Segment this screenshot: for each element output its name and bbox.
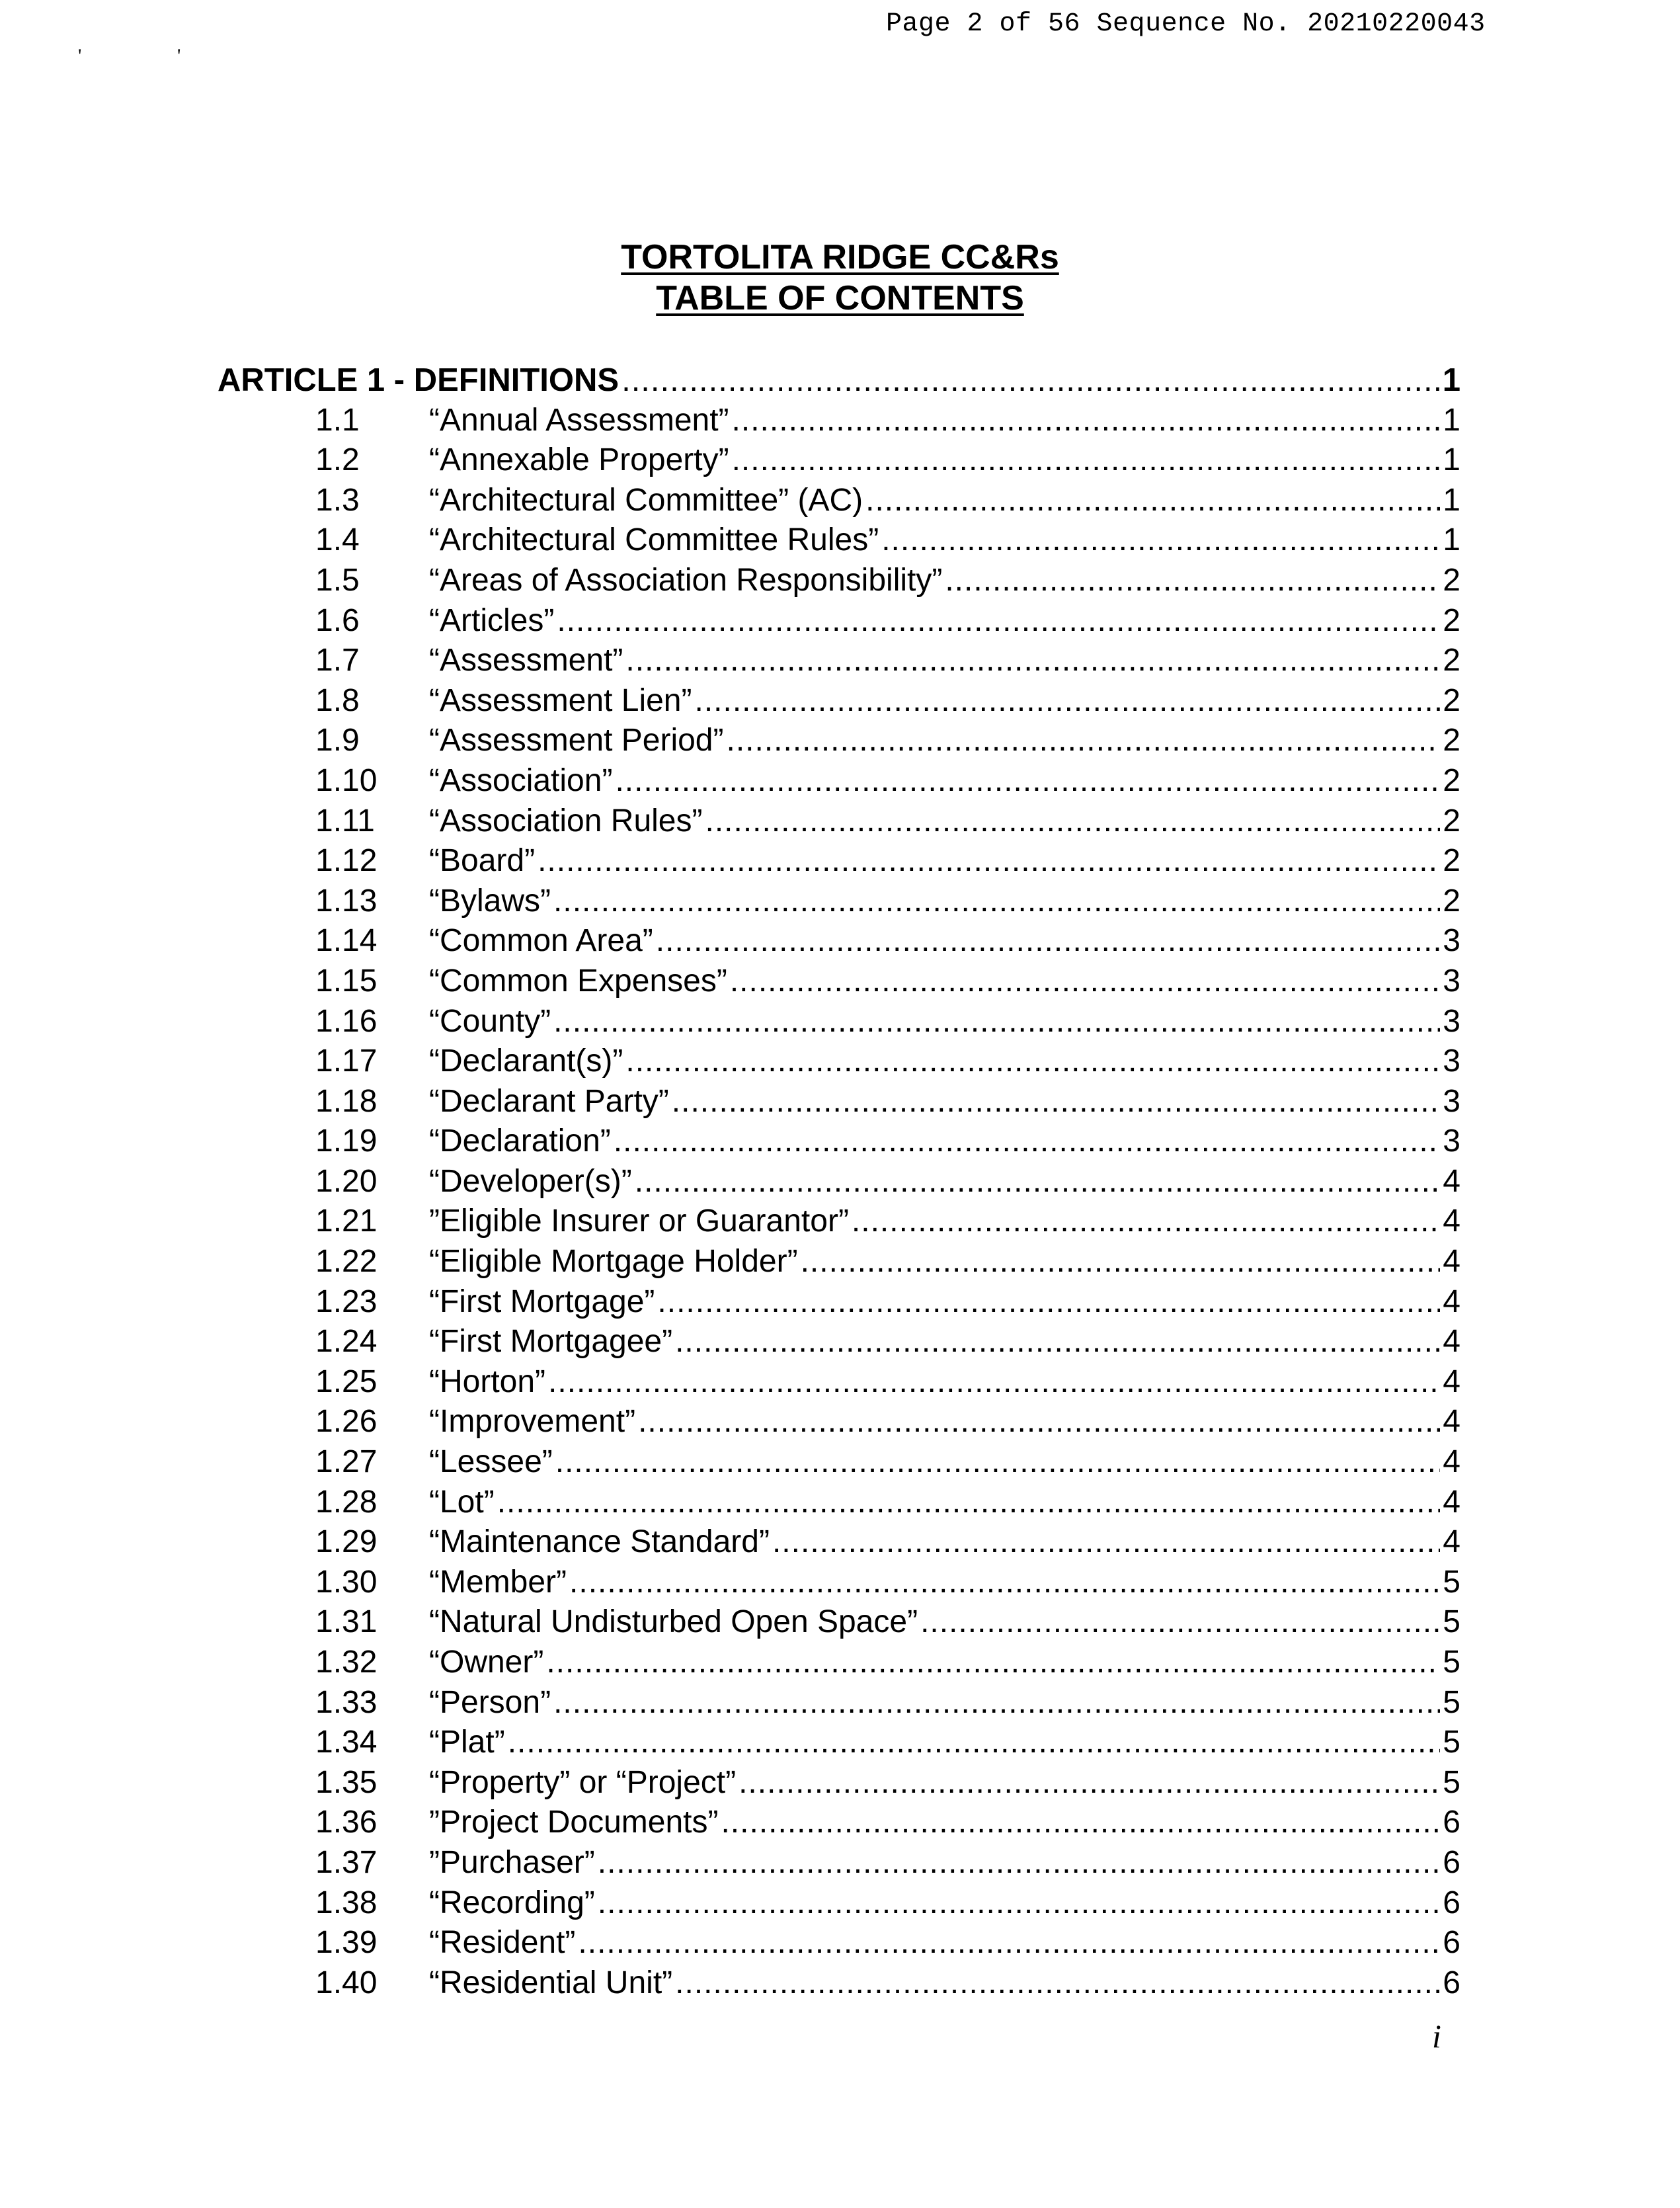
entry-page: 2 <box>1443 803 1460 838</box>
dot-leader <box>625 1043 1440 1079</box>
dot-leader <box>598 1885 1441 1921</box>
toc-entry-row <box>218 722 1460 762</box>
entry-number: 1.28 <box>315 1484 378 1520</box>
entry-number: 1.1 <box>315 402 360 438</box>
entry-page: 2 <box>1443 682 1460 718</box>
toc-entry-row <box>218 1885 1460 1925</box>
entry-page: 3 <box>1443 1003 1460 1039</box>
dot-leader <box>508 1724 1441 1760</box>
toc-entry-row <box>218 1003 1460 1043</box>
entry-label: “Areas of Association Responsibility” <box>429 562 943 598</box>
dot-leader <box>546 1644 1440 1680</box>
dot-leader <box>739 1764 1440 1801</box>
dot-leader <box>705 803 1440 839</box>
entry-number: 1.23 <box>315 1284 378 1319</box>
entry-label: “Plat” <box>429 1725 505 1760</box>
entry-page: 5 <box>1443 1604 1460 1640</box>
dot-leader <box>852 1203 1440 1239</box>
toc-entry-row <box>218 1323 1460 1364</box>
toc-entry-row <box>218 1083 1460 1124</box>
entry-number: 1.13 <box>315 883 378 919</box>
entry-number: 1.36 <box>315 1805 378 1840</box>
entry-page: 4 <box>1443 1404 1460 1440</box>
entry-page: 6 <box>1443 1805 1460 1840</box>
entry-page: 3 <box>1443 923 1460 959</box>
entry-number: 1.3 <box>315 482 360 518</box>
entry-number: 1.6 <box>315 602 360 638</box>
toc-entry-row <box>218 1724 1460 1764</box>
entry-page: 5 <box>1443 1725 1460 1760</box>
toc-entry-row <box>218 1604 1460 1644</box>
entry-number: 1.38 <box>315 1885 378 1920</box>
entry-number: 1.16 <box>315 1003 378 1039</box>
toc-entry-row <box>218 602 1460 643</box>
entry-label: “Eligible Mortgage Holder” <box>429 1244 798 1280</box>
toc-entry-row <box>218 963 1460 1003</box>
entry-number: 1.24 <box>315 1324 378 1360</box>
dot-leader <box>732 442 1441 478</box>
dot-leader <box>801 1243 1441 1280</box>
entry-page: 4 <box>1443 1484 1460 1520</box>
entry-label: “Association” <box>429 762 613 798</box>
dot-leader <box>538 842 1440 879</box>
entry-page: 2 <box>1443 562 1460 598</box>
entry-label: “Board” <box>429 843 536 879</box>
toc-entry-row <box>218 762 1460 803</box>
entry-label: “Articles” <box>429 602 555 638</box>
dot-leader <box>557 602 1440 639</box>
entry-label: ”Project Documents” <box>429 1805 719 1840</box>
entry-label: “Common Area” <box>429 923 653 959</box>
toc-entry-row <box>218 922 1460 963</box>
entry-page: 5 <box>1443 1564 1460 1600</box>
entry-number: 1.12 <box>315 843 378 879</box>
speck-mark: ' <box>177 45 181 67</box>
entry-label: “First Mortgagee” <box>429 1324 673 1360</box>
page-number: i <box>1432 2018 1441 2055</box>
toc-entry-row <box>218 1524 1460 1564</box>
entry-page: 2 <box>1443 762 1460 798</box>
dot-leader <box>945 562 1440 598</box>
entry-label: “Residential Unit” <box>429 1965 673 2000</box>
recording-stamp: Page 2 of 56 Sequence No. 20210220043 <box>886 9 1486 39</box>
entry-page: 2 <box>1443 602 1460 638</box>
toc-entry-row <box>218 1403 1460 1444</box>
dot-leader <box>625 642 1440 678</box>
entry-page: 4 <box>1443 1524 1460 1560</box>
entry-number: 1.15 <box>315 963 378 999</box>
dot-leader <box>614 1123 1441 1159</box>
dot-leader <box>553 883 1440 919</box>
entry-label: “Architectural Committee Rules” <box>429 522 879 558</box>
toc-entry-row <box>218 442 1460 482</box>
entry-number: 1.5 <box>315 562 360 598</box>
entry-number: 1.26 <box>315 1404 378 1440</box>
toc-entry-row <box>218 1924 1460 1965</box>
entry-number: 1.11 <box>315 803 375 838</box>
entry-number: 1.35 <box>315 1764 378 1800</box>
entry-page: 4 <box>1443 1444 1460 1480</box>
entry-page: 2 <box>1443 843 1460 879</box>
dot-leader <box>672 1083 1441 1120</box>
entry-page: 5 <box>1443 1684 1460 1720</box>
toc-entry-row <box>218 1644 1460 1684</box>
dot-leader <box>772 1524 1440 1560</box>
entry-label: “Natural Undisturbed Open Space” <box>429 1604 918 1640</box>
article-page: 1 <box>1442 362 1460 398</box>
entry-label: “Maintenance Standard” <box>429 1524 770 1560</box>
dot-leader <box>598 1844 1441 1881</box>
dot-leader <box>615 762 1440 799</box>
toc-entry-row <box>218 522 1460 562</box>
dot-leader <box>656 922 1441 959</box>
toc-entry-row <box>218 1444 1460 1484</box>
toc-entry-row <box>218 402 1460 442</box>
entry-label: “Developer(s)” <box>429 1163 632 1199</box>
entry-label: ”Purchaser” <box>429 1844 595 1880</box>
toc-entry-row <box>218 1043 1460 1083</box>
entry-label: “Declarant Party” <box>429 1083 669 1119</box>
entry-number: 1.30 <box>315 1564 378 1600</box>
entry-label: “Property” or “Project” <box>429 1764 737 1800</box>
entry-label: “Assessment Lien” <box>429 682 692 718</box>
entry-label: “Common Expenses” <box>429 963 727 999</box>
entry-page: 4 <box>1443 1244 1460 1280</box>
entry-number: 1.10 <box>315 762 378 798</box>
dot-leader <box>553 1003 1440 1040</box>
toc-entry-row <box>218 1243 1460 1284</box>
entry-page: 5 <box>1443 1764 1460 1800</box>
entry-number: 1.37 <box>315 1844 378 1880</box>
entry-label: “Person” <box>429 1684 551 1720</box>
toc-entry-row <box>218 1163 1460 1204</box>
dot-leader <box>726 722 1440 758</box>
entry-label: “Improvement” <box>429 1404 636 1440</box>
entry-page: 4 <box>1443 1364 1460 1399</box>
toc-entry-row <box>218 562 1460 602</box>
toc-entry-row <box>218 1804 1460 1844</box>
entry-page: 6 <box>1443 1925 1460 1961</box>
toc-entry-row <box>218 1284 1460 1324</box>
entry-page: 6 <box>1443 1844 1460 1880</box>
dot-leader <box>721 1804 1440 1840</box>
entry-label: “Declarant(s)” <box>429 1043 623 1079</box>
title-line-1: TORTOLITA RIDGE CC&Rs <box>621 238 1059 276</box>
table-of-contents <box>218 362 1460 2004</box>
toc-entry-row <box>218 1364 1460 1404</box>
toc-entry-row <box>218 482 1460 522</box>
entry-label: “Lessee” <box>429 1444 553 1480</box>
toc-entry-row <box>218 883 1460 923</box>
entry-label: “Annexable Property” <box>429 442 729 478</box>
entry-page: 5 <box>1443 1645 1460 1680</box>
toc-entry-row <box>218 1684 1460 1725</box>
entry-page: 4 <box>1443 1284 1460 1319</box>
toc-entry-row <box>218 1844 1460 1885</box>
entry-number: 1.21 <box>315 1204 378 1239</box>
toc-entry-row <box>218 1764 1460 1805</box>
entry-number: 1.17 <box>315 1043 378 1079</box>
entry-number: 1.25 <box>315 1364 378 1399</box>
entry-number: 1.2 <box>315 442 360 478</box>
entry-page: 3 <box>1443 1124 1460 1159</box>
dot-leader <box>555 1444 1441 1480</box>
entry-label: “First Mortgage” <box>429 1284 655 1319</box>
entry-label: “Annual Assessment” <box>429 402 729 438</box>
dot-leader <box>881 522 1440 558</box>
dot-leader <box>732 402 1441 438</box>
entry-page: 1 <box>1443 482 1460 518</box>
dot-leader <box>553 1684 1440 1721</box>
entry-label: “County” <box>429 1003 551 1039</box>
entry-page: 2 <box>1443 723 1460 758</box>
toc-entry-row <box>218 842 1460 883</box>
entry-page: 6 <box>1443 1885 1460 1920</box>
title-line-2: TABLE OF CONTENTS <box>656 279 1024 317</box>
entry-number: 1.9 <box>315 723 360 758</box>
dot-leader <box>730 963 1440 999</box>
entry-label: “Bylaws” <box>429 883 551 919</box>
entry-number: 1.33 <box>315 1684 378 1720</box>
entry-label: “Lot” <box>429 1484 495 1520</box>
entry-label: “Horton” <box>429 1364 546 1399</box>
entry-number: 1.18 <box>315 1083 378 1119</box>
dot-leader <box>865 482 1440 518</box>
dot-leader <box>675 1965 1440 2001</box>
dot-leader <box>497 1484 1441 1520</box>
entry-number: 1.27 <box>315 1444 378 1480</box>
entry-page: 1 <box>1443 522 1460 558</box>
entry-number: 1.29 <box>315 1524 378 1560</box>
entry-label: “Declaration” <box>429 1124 611 1159</box>
toc-entry-row <box>218 1123 1460 1163</box>
toc-entry-row <box>218 642 1460 682</box>
entry-page: 4 <box>1443 1324 1460 1360</box>
dot-leader <box>920 1604 1440 1640</box>
dot-leader <box>638 1403 1440 1440</box>
dot-leader <box>578 1924 1440 1961</box>
entry-label: “Recording” <box>429 1885 595 1920</box>
toc-entry-row <box>218 1484 1460 1524</box>
dot-leader <box>548 1364 1440 1400</box>
entry-number: 1.40 <box>315 1965 378 2000</box>
entry-page: 2 <box>1443 883 1460 919</box>
entry-label: “Owner” <box>429 1645 544 1680</box>
entry-page: 4 <box>1443 1204 1460 1239</box>
entry-number: 1.34 <box>315 1725 378 1760</box>
dot-leader <box>675 1323 1440 1360</box>
entry-label: “Assessment” <box>429 643 623 678</box>
dot-leader <box>635 1163 1441 1200</box>
entry-page: 3 <box>1443 1083 1460 1119</box>
entry-label: “Resident” <box>429 1925 576 1961</box>
document-title <box>0 237 1680 319</box>
toc-article-row <box>218 362 1460 402</box>
entry-number: 1.39 <box>315 1925 378 1961</box>
speck-mark: ' <box>78 45 82 67</box>
entry-label: “Architectural Committee” (AC) <box>429 482 863 518</box>
toc-entry-row <box>218 803 1460 843</box>
entry-page: 1 <box>1443 442 1460 478</box>
entry-number: 1.31 <box>315 1604 378 1640</box>
entry-number: 1.20 <box>315 1163 378 1199</box>
entry-page: 3 <box>1443 963 1460 999</box>
entry-number: 1.8 <box>315 682 360 718</box>
entry-number: 1.4 <box>315 522 360 558</box>
entry-number: 1.32 <box>315 1645 378 1680</box>
entry-page: 4 <box>1443 1163 1460 1199</box>
entry-label: “Assessment Period” <box>429 723 724 758</box>
dot-leader <box>657 1284 1440 1320</box>
entry-number: 1.14 <box>315 923 378 959</box>
entry-page: 2 <box>1443 643 1460 678</box>
entry-label: “Association Rules” <box>429 803 703 838</box>
entry-label: “Member” <box>429 1564 567 1600</box>
toc-entry-row <box>218 1965 1460 2005</box>
dot-leader <box>569 1564 1440 1600</box>
entry-page: 1 <box>1443 402 1460 438</box>
toc-entry-row <box>218 682 1460 723</box>
entry-number: 1.22 <box>315 1244 378 1280</box>
entry-number: 1.19 <box>315 1124 378 1159</box>
entry-number: 1.7 <box>315 643 360 678</box>
entry-page: 6 <box>1443 1965 1460 2000</box>
dot-leader <box>694 682 1440 719</box>
toc-entry-row <box>218 1203 1460 1243</box>
toc-entry-row <box>218 1564 1460 1604</box>
dot-leader <box>621 362 1440 399</box>
entry-page: 3 <box>1443 1043 1460 1079</box>
entry-label: ”Eligible Insurer or Guarantor” <box>429 1204 849 1239</box>
article-label: ARTICLE 1 - DEFINITIONS <box>218 362 620 398</box>
